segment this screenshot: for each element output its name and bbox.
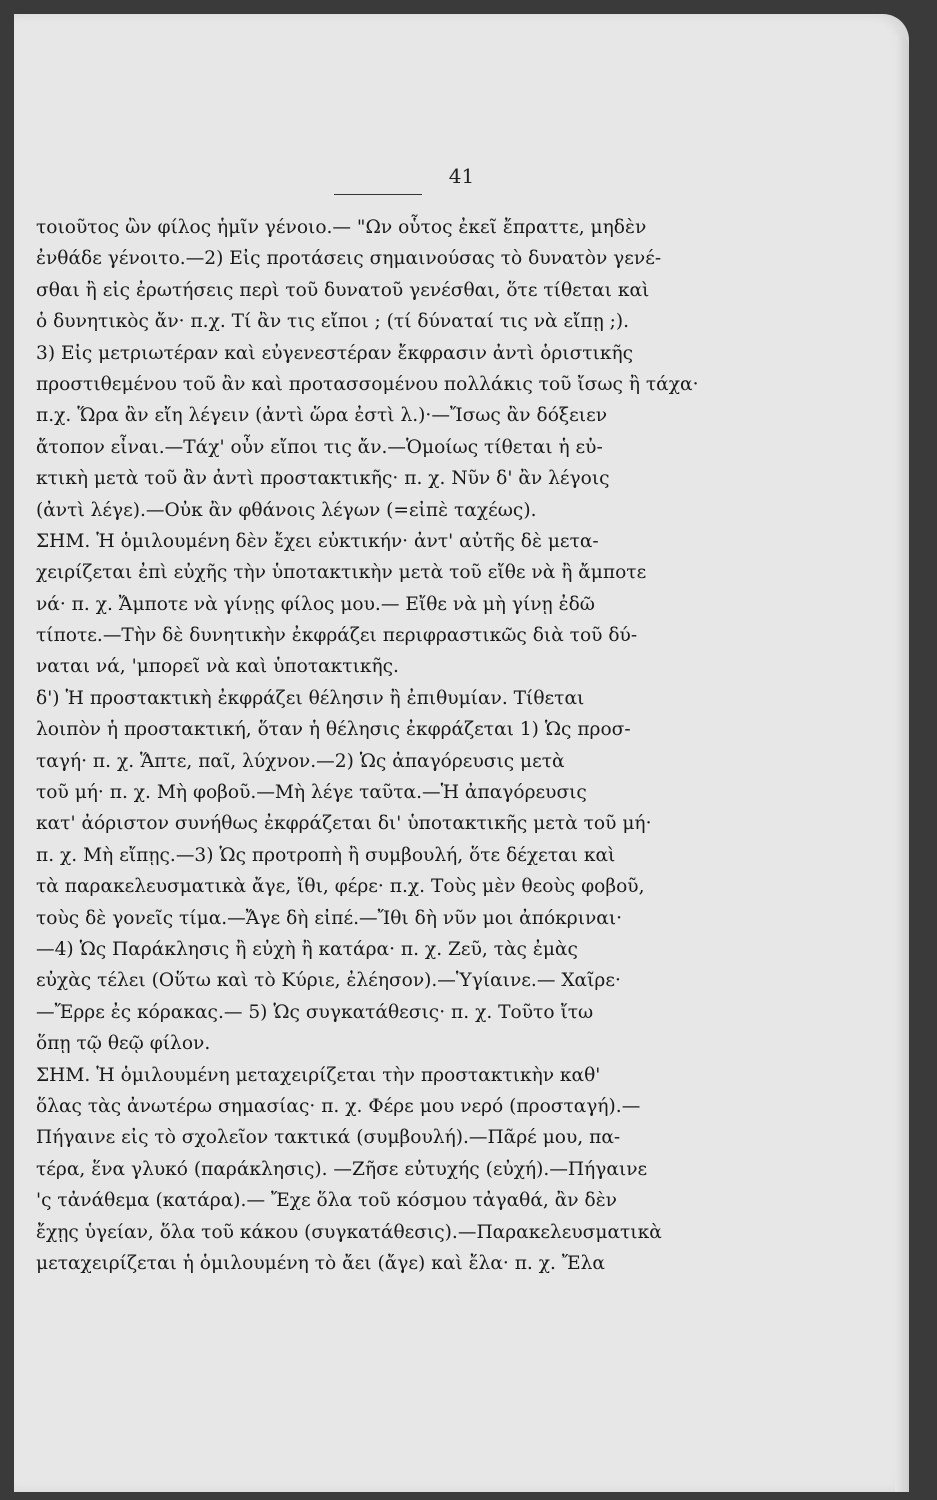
- text-line: τὰ παρακελευσματικὰ ἄγε, ἴθι, φέρε· π.χ. Τοὺς μὲν θεοὺς φοβοῦ,: [36, 876, 645, 898]
- page-number: 41: [448, 164, 475, 188]
- text-line: κατ' ἀόριστον συνήθως ἐκφράζεται δι' ὑποτακτικῆς μετὰ τοῦ μή·: [36, 813, 652, 835]
- text-line: σθαι ἢ εἰς ἐρωτήσεις περὶ τοῦ δυνατοῦ γενέσθαι, ὅτε τίθεται καὶ: [36, 279, 650, 301]
- text-line: τέρα, ἕνα γλυκό (παράκλησις). —Ζῆσε εὐτυχής (εὐχή).—Πήγαινε: [36, 1158, 648, 1180]
- text-line: νά· π. χ. Ἄμποτε νὰ γίνῃς φίλος μου.— Εἴθε νὰ μὴ γίνῃ ἐδῶ: [36, 593, 595, 615]
- text-line: χειρίζεται ἐπὶ εὐχῆς τὴν ὑποτακτικὴν μετὰ τοῦ εἴθε νὰ ἢ ἄμποτε: [36, 562, 647, 584]
- text-line: ΣΗΜ. Ἡ ὁμιλουμένη μεταχειρίζεται τὴν προστακτικὴν καθ': [36, 1064, 601, 1086]
- text-line: π.χ. Ὥρα ἂν εἴη λέγειν (ἀντὶ ὥρα ἐστὶ λ.)·—Ἴσως ἂν δόξειεν: [36, 405, 608, 427]
- text-line: μεταχειρίζεται ἡ ὁμιλουμένη τὸ ἄει (ἄγε) καὶ ἔλα· π. χ. Ἔλα: [36, 1252, 605, 1274]
- text-line: Πήγαινε εἰς τὸ σχολεῖον τακτικά (συμβουλή).—Πᾶρέ μου, πα-: [36, 1127, 621, 1149]
- text-line: π. χ. Μὴ εἴπῃς.—3) Ὡς προτροπὴ ἢ συμβουλή, ὅτε δέχεται καὶ: [36, 844, 616, 866]
- text-line: λοιπὸν ἡ προστακτική, ὅταν ἡ θέλησις ἐκφράζεται 1) Ὡς προσ-: [36, 719, 631, 741]
- text-line: τοὺς δὲ γονεῖς τίμα.—Ἄγε δὴ εἰπέ.—Ἴθι δὴ νῦν μοι ἀπόκριναι·: [36, 907, 623, 929]
- text-line: ταγή· π. χ. Ἅπτε, παῖ, λύχνον.—2) Ὡς ἀπαγόρευσις μετὰ: [36, 750, 565, 772]
- text-line: ΣΗΜ. Ἡ ὁμιλουμένη δὲν ἔχει εὐκτικήν· ἀντ' αὐτῆς δὲ μετα-: [36, 530, 599, 552]
- text-line: ὅλας τὰς ἀνωτέρω σημασίας· π. χ. Φέρε μου νερό (προσταγή).—: [36, 1095, 641, 1117]
- text-line: 'ς τἀνάθεμα (κατάρα).— Ἔχε ὅλα τοῦ κόσμου τἀγαθά, ἂν δὲν: [36, 1190, 617, 1212]
- body-text: [36, 212, 736, 1279]
- text-line: ὁ δυνητικὸς ἄν· π.χ. Τί ἂν τις εἴποι ; (τί δύναταί τις νὰ εἴπῃ ;).: [36, 311, 630, 333]
- text-line: ναται νά, 'μπορεῖ νὰ καὶ ὑποτακτικῆς.: [36, 656, 399, 678]
- text-line: ἄτοπον εἶναι.—Τάχ' οὖν εἴποι τις ἄν.—Ὁμοίως τίθεται ἡ εὐ-: [36, 436, 603, 458]
- text-line: εὐχὰς τέλει (Οὕτω καὶ τὸ Κύριε, ἐλέησον).—Ὑγίαινε.— Χαῖρε·: [36, 970, 621, 992]
- text-line: τοῦ μή· π. χ. Μὴ φοβοῦ.—Μὴ λέγε ταῦτα.—Ἡ ἀπαγόρευσις: [36, 782, 587, 804]
- text-line: —Ἔρρε ἐς κόρακας.— 5) Ὡς συγκατάθεσις· π. χ. Τοῦτο ἴτω: [36, 1001, 594, 1023]
- text-line: κτικὴ μετὰ τοῦ ἂν ἀντὶ προστακτικῆς· π. χ. Νῦν δ' ἂν λέγοις: [36, 468, 610, 490]
- text-line: τίποτε.—Τὴν δὲ δυνητικὴν ἐκφράζει περιφραστικῶς διὰ τοῦ δύ-: [36, 625, 638, 647]
- text-line: προστιθεμένου τοῦ ἂν καὶ προτασσομένου πολλάκις τοῦ ἴσως ἢ τάχα·: [36, 373, 699, 395]
- text-line: —4) Ὡς Παράκλησις ἢ εὐχὴ ἢ κατάρα· π. χ. Ζεῦ, τὰς ἐμὰς: [36, 938, 578, 960]
- page-edge: [895, 34, 909, 1492]
- text-line: ἔχῃς ὑγείαν, ὅλα τοῦ κάκου (συγκατάθεσις).—Παρακελευσματικὰ: [36, 1221, 662, 1243]
- book-page: [14, 14, 909, 1492]
- text-line: ὅπῃ τῷ θεῷ φίλον.: [36, 1033, 211, 1055]
- text-line: (ἀντὶ λέγε).—Οὐκ ἂν φθάνοις λέγων (=εἰπὲ ταχέως).: [36, 499, 537, 521]
- text-line: ἐνθάδε γένοιτο.—2) Εἰς προτάσεις σημαινούσας τὸ δυνατὸν γενέ-: [36, 248, 662, 270]
- text-line: τοιοῦτος ὢν φίλος ἡμῖν γένοιο.— "Ων οὗτος ἐκεῖ ἔπραττε, μηδὲν: [36, 217, 647, 238]
- text-line: 3) Εἰς μετριωτέραν καὶ εὐγενεστέραν ἔκφρασιν ἀντὶ ὁριστικῆς: [36, 342, 634, 364]
- header-rule: [334, 194, 422, 195]
- text-line: δ') Ἡ προστακτικὴ ἐκφράζει θέλησιν ἢ ἐπιθυμίαν. Τίθεται: [36, 687, 585, 709]
